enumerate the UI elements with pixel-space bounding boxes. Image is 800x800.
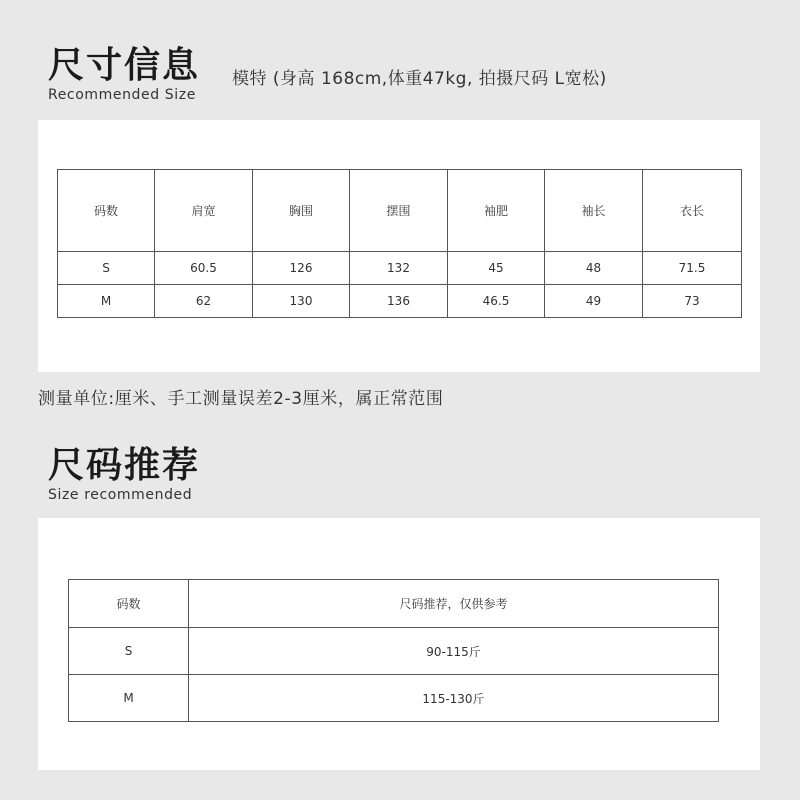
measurement-note: 测量单位:厘米、手工测量误差2-3厘米，属正常范围 xyxy=(38,389,444,409)
table-cell: 136 xyxy=(350,285,448,318)
table-cell: 132 xyxy=(350,252,448,285)
table-row xyxy=(58,285,742,318)
header-cell-chest: 胸围 xyxy=(253,170,350,252)
table-header-row xyxy=(69,580,719,628)
table-cell: 130 xyxy=(253,285,350,318)
size-info-subtitle: Recommended Size xyxy=(48,87,196,103)
table-cell: 46.5 xyxy=(448,285,545,318)
header-cell-size: 码数 xyxy=(69,580,189,628)
table-cell: 115-130斤 xyxy=(189,675,719,722)
size-rec-title: 尺码推荐 xyxy=(48,445,201,486)
header-cell-size: 码数 xyxy=(58,170,155,252)
table-cell: 126 xyxy=(253,252,350,285)
table-cell: 48 xyxy=(545,252,643,285)
size-info-title: 尺寸信息 xyxy=(48,45,201,86)
table-row xyxy=(69,675,719,722)
size-info-table xyxy=(57,169,742,318)
table-cell: M xyxy=(69,675,189,722)
table-cell: M xyxy=(58,285,155,318)
size-rec-subtitle: Size recommended xyxy=(48,487,193,503)
header-cell-hem: 摆围 xyxy=(350,170,448,252)
table-cell: 90-115斤 xyxy=(189,628,719,675)
header-cell-sleeve-length: 袖长 xyxy=(545,170,643,252)
table-row xyxy=(58,252,742,285)
header-cell-recommendation: 尺码推荐，仅供参考 xyxy=(189,580,719,628)
header-cell-sleeve-width: 袖肥 xyxy=(448,170,545,252)
header-cell-length: 衣长 xyxy=(643,170,742,252)
table-header-row xyxy=(58,170,742,252)
size-rec-table xyxy=(68,579,719,722)
table-row xyxy=(69,628,719,675)
table-cell: 45 xyxy=(448,252,545,285)
model-note: 模特 (身高 168cm,体重47kg, 拍摄尺码 L宽松) xyxy=(232,69,607,89)
table-cell: 73 xyxy=(643,285,742,318)
table-cell: S xyxy=(58,252,155,285)
table-cell: 62 xyxy=(155,285,253,318)
table-cell: 60.5 xyxy=(155,252,253,285)
table-cell: 71.5 xyxy=(643,252,742,285)
table-cell: S xyxy=(69,628,189,675)
header-cell-shoulder: 肩宽 xyxy=(155,170,253,252)
table-cell: 49 xyxy=(545,285,643,318)
